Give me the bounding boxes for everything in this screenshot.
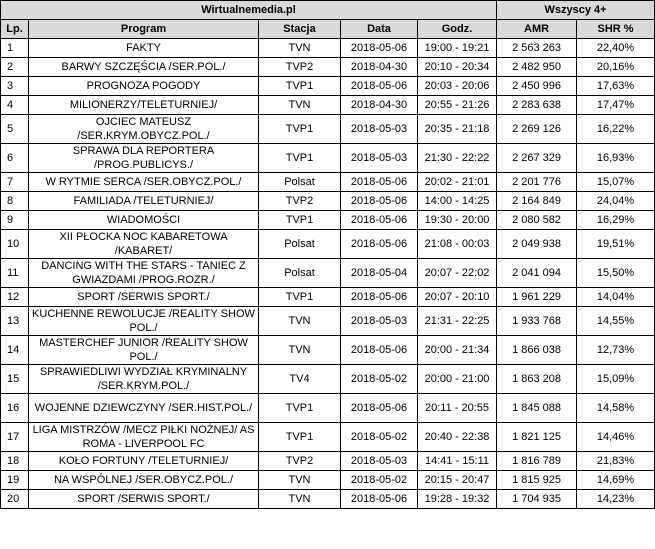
cell-stacja: TVP2 bbox=[259, 58, 341, 77]
cell-program: KOŁO FORTUNY /TELETURNIEJ/ bbox=[29, 452, 259, 471]
cell-godz: 20:03 - 20:06 bbox=[418, 77, 497, 96]
cell-amr: 2 269 126 bbox=[497, 115, 577, 144]
cell-godz: 20:15 - 20:47 bbox=[418, 471, 497, 490]
cell-godz: 21:08 - 00:03 bbox=[418, 230, 497, 259]
cell-shr: 22,40% bbox=[577, 39, 655, 58]
cell-godz: 20:07 - 20:10 bbox=[418, 288, 497, 307]
cell-lp: 1 bbox=[1, 39, 29, 58]
cell-data: 2018-05-06 bbox=[341, 336, 418, 365]
col-amr: AMR bbox=[497, 20, 577, 39]
cell-lp: 5 bbox=[1, 115, 29, 144]
table-row bbox=[1, 307, 655, 336]
table-row bbox=[1, 471, 655, 490]
audience-group-header: Wszyscy 4+ bbox=[497, 1, 655, 20]
cell-program: BARWY SZCZĘŚCIA /SER.POL./ bbox=[29, 58, 259, 77]
cell-godz: 19:30 - 20:00 bbox=[418, 211, 497, 230]
cell-godz: 14:41 - 15:11 bbox=[418, 452, 497, 471]
cell-program: MASTERCHEF JUNIOR /REALITY SHOW POL./ bbox=[29, 336, 259, 365]
cell-lp: 19 bbox=[1, 471, 29, 490]
cell-godz: 21:30 - 22:22 bbox=[418, 144, 497, 173]
cell-amr: 1 816 789 bbox=[497, 452, 577, 471]
cell-amr: 2 041 094 bbox=[497, 259, 577, 288]
cell-data: 2018-05-06 bbox=[341, 230, 418, 259]
cell-data: 2018-05-06 bbox=[341, 394, 418, 423]
cell-program: KUCHENNE REWOLUCJE /REALITY SHOW POL./ bbox=[29, 307, 259, 336]
table-row bbox=[1, 77, 655, 96]
cell-lp: 4 bbox=[1, 96, 29, 115]
cell-godz: 20:07 - 22:02 bbox=[418, 259, 497, 288]
cell-shr: 15,09% bbox=[577, 365, 655, 394]
col-shr: SHR % bbox=[577, 20, 655, 39]
cell-data: 2018-05-02 bbox=[341, 423, 418, 452]
cell-godz: 20:00 - 21:00 bbox=[418, 365, 497, 394]
cell-amr: 1 961 229 bbox=[497, 288, 577, 307]
cell-godz: 19:00 - 19:21 bbox=[418, 39, 497, 58]
table-row bbox=[1, 39, 655, 58]
cell-program: FAKTY bbox=[29, 39, 259, 58]
cell-amr: 1 821 125 bbox=[497, 423, 577, 452]
cell-amr: 1 704 935 bbox=[497, 490, 577, 509]
cell-shr: 14,58% bbox=[577, 394, 655, 423]
cell-godz: 20:35 - 21:18 bbox=[418, 115, 497, 144]
cell-godz: 20:00 - 21:34 bbox=[418, 336, 497, 365]
cell-lp: 18 bbox=[1, 452, 29, 471]
cell-data: 2018-05-03 bbox=[341, 144, 418, 173]
cell-program: W RYTMIE SERCA /SER.OBYCZ.POL./ bbox=[29, 173, 259, 192]
cell-amr: 2 283 638 bbox=[497, 96, 577, 115]
cell-stacja: TVN bbox=[259, 39, 341, 58]
cell-lp: 3 bbox=[1, 77, 29, 96]
cell-lp: 6 bbox=[1, 144, 29, 173]
col-godz: Godz. bbox=[418, 20, 497, 39]
cell-shr: 14,04% bbox=[577, 288, 655, 307]
cell-shr: 14,69% bbox=[577, 471, 655, 490]
col-data: Data bbox=[341, 20, 418, 39]
table-row bbox=[1, 96, 655, 115]
cell-program: XII PŁOCKA NOC KABARETOWA /KABARET/ bbox=[29, 230, 259, 259]
cell-program: SPRAWA DLA REPORTERA /PROG.PUBLICYS./ bbox=[29, 144, 259, 173]
cell-stacja: Polsat bbox=[259, 230, 341, 259]
cell-program: FAMILIADA /TELETURNIEJ/ bbox=[29, 192, 259, 211]
cell-lp: 9 bbox=[1, 211, 29, 230]
cell-amr: 2 482 950 bbox=[497, 58, 577, 77]
cell-program: SPRAWIEDLIWI WYDZIAŁ KRYMINALNY /SER.KRYM.POL./ bbox=[29, 365, 259, 394]
cell-data: 2018-05-06 bbox=[341, 39, 418, 58]
cell-data: 2018-05-03 bbox=[341, 115, 418, 144]
cell-stacja: TVN bbox=[259, 96, 341, 115]
cell-data: 2018-05-02 bbox=[341, 471, 418, 490]
cell-shr: 17,47% bbox=[577, 96, 655, 115]
table-row bbox=[1, 211, 655, 230]
cell-program: SPORT /SERWIS SPORT./ bbox=[29, 288, 259, 307]
cell-shr: 14,46% bbox=[577, 423, 655, 452]
cell-stacja: TVP1 bbox=[259, 211, 341, 230]
cell-data: 2018-05-06 bbox=[341, 192, 418, 211]
cell-godz: 20:11 - 20:55 bbox=[418, 394, 497, 423]
table-row bbox=[1, 173, 655, 192]
cell-stacja: Polsat bbox=[259, 259, 341, 288]
cell-stacja: TVP2 bbox=[259, 452, 341, 471]
cell-lp: 15 bbox=[1, 365, 29, 394]
col-lp: Lp. bbox=[1, 20, 29, 39]
cell-shr: 14,23% bbox=[577, 490, 655, 509]
cell-shr: 14,55% bbox=[577, 307, 655, 336]
cell-stacja: TVP1 bbox=[259, 77, 341, 96]
cell-shr: 16,29% bbox=[577, 211, 655, 230]
cell-data: 2018-05-06 bbox=[341, 288, 418, 307]
cell-lp: 8 bbox=[1, 192, 29, 211]
table-row bbox=[1, 288, 655, 307]
cell-data: 2018-05-04 bbox=[341, 259, 418, 288]
cell-godz: 14:00 - 14:25 bbox=[418, 192, 497, 211]
table-row bbox=[1, 365, 655, 394]
cell-program: LIGA MISTRZÓW /MECZ PIŁKI NOŻNEJ/ AS ROMA - LIVERPOOL FC bbox=[29, 423, 259, 452]
cell-amr: 2 563 263 bbox=[497, 39, 577, 58]
cell-amr: 2 049 938 bbox=[497, 230, 577, 259]
table-row bbox=[1, 490, 655, 509]
cell-godz: 21:31 - 22:25 bbox=[418, 307, 497, 336]
cell-shr: 17,63% bbox=[577, 77, 655, 96]
cell-amr: 2 267 329 bbox=[497, 144, 577, 173]
cell-lp: 7 bbox=[1, 173, 29, 192]
cell-amr: 1 845 088 bbox=[497, 394, 577, 423]
cell-lp: 13 bbox=[1, 307, 29, 336]
cell-godz: 20:10 - 20:34 bbox=[418, 58, 497, 77]
table-row bbox=[1, 394, 655, 423]
cell-data: 2018-05-06 bbox=[341, 490, 418, 509]
cell-data: 2018-05-03 bbox=[341, 307, 418, 336]
table-row bbox=[1, 336, 655, 365]
table-row bbox=[1, 144, 655, 173]
cell-amr: 1 866 038 bbox=[497, 336, 577, 365]
col-program: Program bbox=[29, 20, 259, 39]
cell-shr: 16,22% bbox=[577, 115, 655, 144]
cell-shr: 16,93% bbox=[577, 144, 655, 173]
cell-stacja: TVN bbox=[259, 307, 341, 336]
cell-stacja: TVP1 bbox=[259, 288, 341, 307]
cell-stacja: Polsat bbox=[259, 173, 341, 192]
cell-shr: 15,50% bbox=[577, 259, 655, 288]
cell-data: 2018-04-30 bbox=[341, 96, 418, 115]
cell-stacja: TVP1 bbox=[259, 394, 341, 423]
cell-amr: 1 815 925 bbox=[497, 471, 577, 490]
cell-shr: 21,83% bbox=[577, 452, 655, 471]
cell-program: WIADOMOŚCI bbox=[29, 211, 259, 230]
cell-program: NA WSPÓLNEJ /SER.OBYCZ.POL./ bbox=[29, 471, 259, 490]
cell-shr: 15,07% bbox=[577, 173, 655, 192]
cell-lp: 16 bbox=[1, 394, 29, 423]
table-row bbox=[1, 423, 655, 452]
cell-godz: 20:55 - 21:26 bbox=[418, 96, 497, 115]
cell-data: 2018-04-30 bbox=[341, 58, 418, 77]
cell-data: 2018-05-06 bbox=[341, 173, 418, 192]
cell-amr: 2 201 776 bbox=[497, 173, 577, 192]
cell-lp: 17 bbox=[1, 423, 29, 452]
cell-shr: 19,51% bbox=[577, 230, 655, 259]
cell-program: WOJENNE DZIEWCZYNY /SER.HIST.POL./ bbox=[29, 394, 259, 423]
table-row bbox=[1, 230, 655, 259]
cell-godz: 20:40 - 22:38 bbox=[418, 423, 497, 452]
cell-stacja: TVP1 bbox=[259, 144, 341, 173]
cell-stacja: TVN bbox=[259, 336, 341, 365]
cell-lp: 11 bbox=[1, 259, 29, 288]
cell-amr: 2 450 996 bbox=[497, 77, 577, 96]
cell-program: DANCING WITH THE STARS - TANIEC Z GWIAZDAMI /PROG.ROZR./ bbox=[29, 259, 259, 288]
cell-godz: 19:28 - 19:32 bbox=[418, 490, 497, 509]
col-stacja: Stacja bbox=[259, 20, 341, 39]
table-row bbox=[1, 452, 655, 471]
cell-stacja: TVP1 bbox=[259, 115, 341, 144]
cell-program: SPORT /SERWIS SPORT./ bbox=[29, 490, 259, 509]
cell-data: 2018-05-03 bbox=[341, 452, 418, 471]
table-row bbox=[1, 192, 655, 211]
cell-stacja: TVN bbox=[259, 471, 341, 490]
cell-shr: 20,16% bbox=[577, 58, 655, 77]
table-row bbox=[1, 58, 655, 77]
cell-program: OJCIEC MATEUSZ /SER.KRYM.OBYCZ.POL./ bbox=[29, 115, 259, 144]
cell-lp: 10 bbox=[1, 230, 29, 259]
cell-shr: 12,73% bbox=[577, 336, 655, 365]
cell-lp: 20 bbox=[1, 490, 29, 509]
cell-program: MILIONERZY/TELETURNIEJ/ bbox=[29, 96, 259, 115]
cell-stacja: TVP2 bbox=[259, 192, 341, 211]
cell-amr: 2 164 849 bbox=[497, 192, 577, 211]
cell-data: 2018-05-06 bbox=[341, 211, 418, 230]
cell-stacja: TVN bbox=[259, 490, 341, 509]
cell-amr: 1 863 208 bbox=[497, 365, 577, 394]
cell-program: PROGNOZA POGODY bbox=[29, 77, 259, 96]
cell-lp: 14 bbox=[1, 336, 29, 365]
table-row bbox=[1, 259, 655, 288]
cell-amr: 1 933 768 bbox=[497, 307, 577, 336]
table-row bbox=[1, 115, 655, 144]
cell-data: 2018-05-06 bbox=[341, 77, 418, 96]
cell-amr: 2 080 582 bbox=[497, 211, 577, 230]
cell-lp: 2 bbox=[1, 58, 29, 77]
source-header: Wirtualnemedia.pl bbox=[1, 1, 497, 20]
cell-stacja: TV4 bbox=[259, 365, 341, 394]
cell-data: 2018-05-02 bbox=[341, 365, 418, 394]
cell-lp: 12 bbox=[1, 288, 29, 307]
cell-shr: 24,04% bbox=[577, 192, 655, 211]
cell-godz: 20:02 - 21:01 bbox=[418, 173, 497, 192]
cell-stacja: TVP1 bbox=[259, 423, 341, 452]
